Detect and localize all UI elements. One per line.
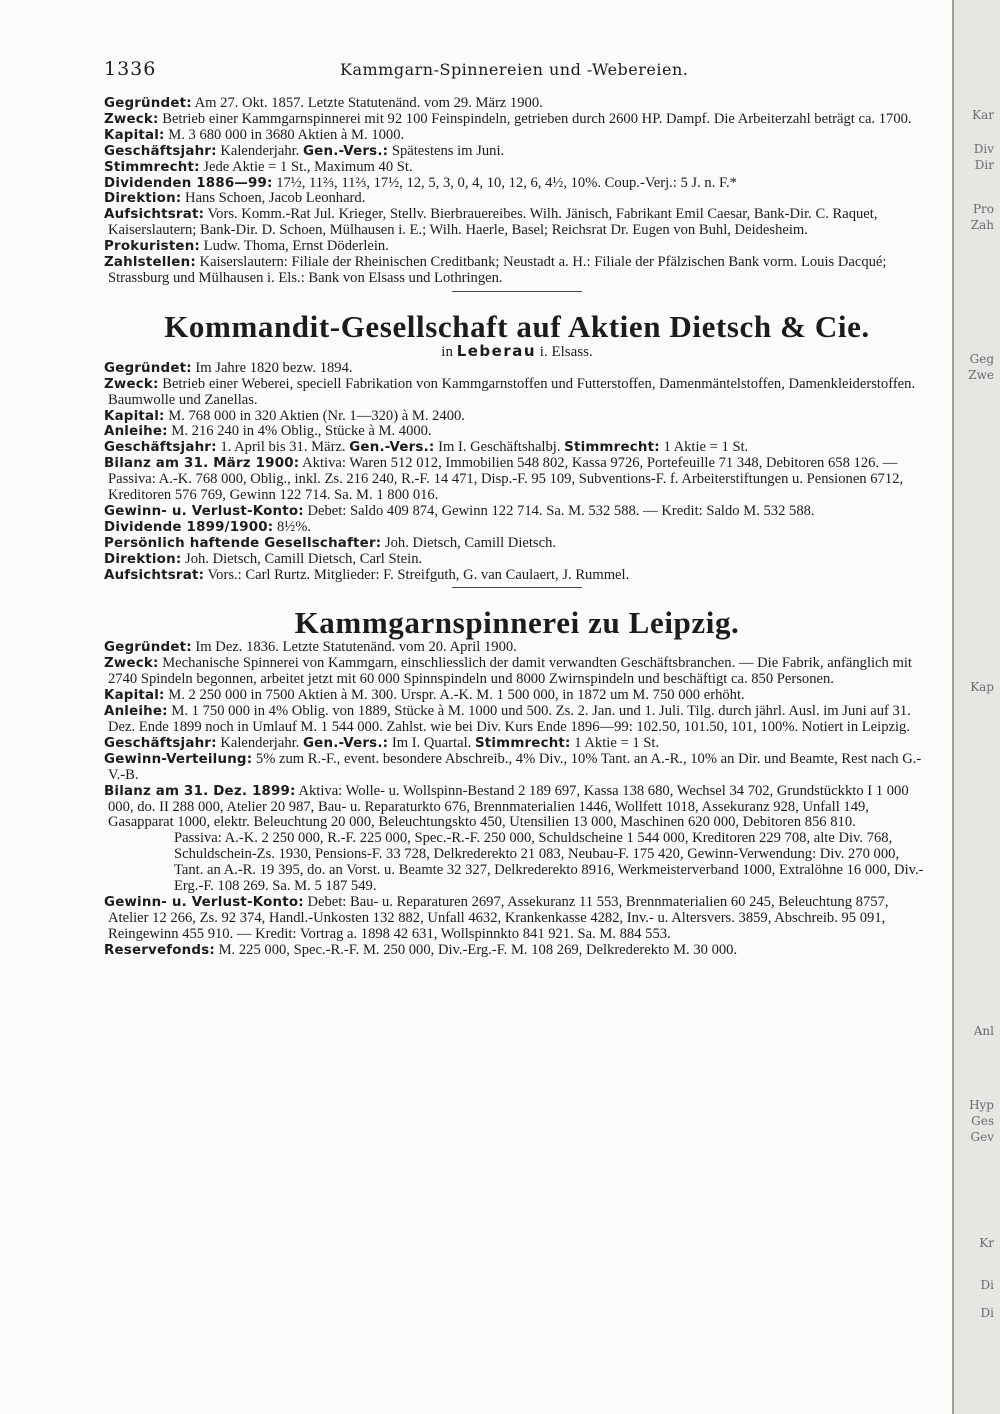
location-prefix: in — [441, 343, 457, 360]
entry-label: Stimmrecht: — [104, 159, 200, 175]
entry-label: Dividenden 1886—99: — [104, 175, 273, 191]
margin-fragment: Di — [980, 1278, 994, 1292]
entry-paragraph — [104, 640, 930, 656]
entry-text: Passiva: A.-K. 2 250 000, R.-F. 225 000, Spec.-R.-F. 250 000, Schuldscheine 1 544 000, Kreditoren 229 708, alte Div. 768, Schuldschein-Zs. 1930, Pensions-F. 33 728, Delkrederekto 21 083, Neubau-F. 175 420, Gewinn-Verwendung: Div. 270 000, Tant. an A.-R. 19 395, do. an Vorst. u. Beamte 32 327, Delkrederekto 8916, Werkmeisterverband 1000, Extralöhne 16 000, Div.-Erg.-F. 108 269. Sa. M. 5 187 549. — [174, 830, 924, 895]
entry-text: M. 1 750 000 in 4% Oblig. von 1889, Stücke à M. 1000 und 500. Zs. 2. Jan. und 1. Juli. Tilg. durch jährl. Ausl. im Juni auf 31. Dez. Ende 1899 noch in Umlauf M. 1 544 000. Zahlst. wie bei Div. Kurs Ende 1896—99: 102.50, 101.50, 101, 100%. Notiert in Leipzig. — [108, 703, 911, 735]
entry-text: Aktiva: Waren 512 012, Immobilien 548 802, Kassa 9726, Portefeuille 71 348, Debitoren 658 126. — Passiva: A.-K. 768 000, Oblig., inkl. Zs. 216 240, R.-F. 14 471, Disp.-F. 95 109, Subventions-F. f. Arbeiterstiftungen u. Pensionen 6712, Kreditoren 576 769, Gewinn 122 714. Sa. M. 1 800 016. — [108, 455, 904, 504]
entry-paragraph — [104, 456, 930, 504]
entry-label: Zahlstellen: — [104, 255, 196, 271]
entry-label: Kapital: — [104, 408, 165, 424]
entry-label: Aufsichtsrat: — [104, 207, 205, 223]
entry-label: Geschäftsjahr: — [104, 143, 217, 159]
entry-text: Vors. Komm.-Rat Jul. Krieger, Stellv. Bierbrauereibes. Wilh. Jänisch, Fabrikant Emil Caesar, Bank-Dir. C. Raquet, Kaiserslautern; Bank-Dir. D. Schoen, Mülhausen i. E.; Wilh. Haerle, Basel; Reichsrat Dr. Eugen von Buhl, Deidesheim. — [108, 206, 878, 239]
margin-fragment: Di — [980, 1306, 994, 1320]
entry-label: Reservefonds: — [104, 942, 215, 958]
entry-label: Gewinn-Verteilung: — [104, 751, 253, 767]
entry-label: Gewinn- u. Verlust-Konto: — [104, 894, 304, 910]
margin-fragment: Ges — [971, 1114, 994, 1128]
entry-label: Direktion: — [104, 191, 182, 207]
entry-paragraph — [104, 552, 930, 568]
entry-label: Anleihe: — [104, 424, 168, 440]
page-number: 1336 — [104, 58, 157, 80]
entry-text: Betrieb einer Weberei, speciell Fabrikation von Kammgarnstoffen und Futterstoffen, Damenmäntelstoffen, Damenkleiderstoffen. Baumwolle und Zanellas. — [108, 375, 916, 408]
entry-paragraph — [104, 895, 930, 943]
entry-paragraph — [104, 128, 930, 144]
entry-text: 1 Aktie = 1 St. — [659, 439, 749, 456]
margin-fragment: Zah — [970, 218, 994, 232]
entry-label: Geschäftsjahr: — [104, 440, 217, 456]
entry-paragraph — [104, 409, 930, 425]
entry-text: 8½%. — [273, 518, 312, 535]
running-title: Kammgarn-Spinnereien und -Webereien. — [340, 60, 689, 79]
entry-text: Aktiva: Wolle- u. Wollspinn-Bestand 2 189 697, Kassa 138 680, Wechsel 34 702, Grundstückkto I 1 000 000, do. II 288 000, Atelier 20 987, Bau- u. Reparaturkto 676, Brennmaterialien 1446, Wollfett 1018, Assekuranz 928, Unfall 149, Gasapparat 1000, elektr. Beleuchtung 20 000, Beleuchtungskto 450, Utensilien 13 000, Maschinen 620 000, Debitoren 856 810. — [108, 782, 909, 831]
entry-label: Zweck: — [104, 656, 159, 672]
entry-label: Kapital: — [104, 688, 165, 704]
company-title: Kommandit-Gesellschaft auf Aktien Dietsch & Cie. — [164, 308, 870, 344]
margin-fragment: Gev — [970, 1130, 994, 1144]
entry-paragraph — [104, 688, 930, 704]
entry-paragraph — [104, 943, 930, 959]
entry-text: Joh. Dietsch, Camill Dietsch. — [381, 534, 557, 551]
entry-paragraph — [104, 377, 930, 409]
margin-fragment: Kar — [972, 108, 994, 122]
entry-text: Ludw. Thoma, Ernst Döderlein. — [200, 238, 389, 255]
entry-label: Gegründet: — [104, 640, 192, 656]
entry-paragraph — [104, 160, 930, 176]
entry-text: M. 216 240 in 4% Oblig., Stücke à M. 4000. — [167, 423, 432, 440]
entry-text: Kalenderjahr. — [216, 734, 303, 751]
section-divider — [452, 587, 582, 588]
entry-label: Prokuristen: — [104, 239, 200, 255]
entry-label: Gen.-Vers.: — [302, 735, 389, 751]
entry-paragraph — [104, 176, 930, 192]
company-entry — [104, 96, 930, 292]
entry-text: M. 3 680 000 in 3680 Aktien à M. 1000. — [164, 126, 405, 143]
margin-fragment: Dir — [974, 158, 994, 172]
margin-fragment: Zwe — [968, 368, 994, 382]
entry-text: Hans Schoen, Jacob Leonhard. — [181, 190, 366, 207]
entry-text: Am 27. Okt. 1857. Letzte Statutenänd. vom 29. März 1900. — [191, 95, 543, 111]
company-title: Kammgarnspinnerei zu Leipzig. — [294, 605, 740, 641]
entry-label: Stimmrecht: — [564, 440, 660, 456]
entry-text: Debet: Saldo 409 874, Gewinn 122 714. Sa. M. 532 588. — Kredit: Saldo M. 532 588. — [303, 502, 815, 519]
entry-paragraph — [104, 504, 930, 520]
entry-label: Bilanz am 31. März 1900: — [104, 456, 300, 472]
entry-text: 17½, 11⅔, 11⅔, 17½, 12, 5, 3, 0, 4, 10, 12, 6, 4½, 10%. Coup.-Verj.: 5 J. n. F.* — [272, 174, 737, 191]
entry-label: Geschäftsjahr: — [104, 735, 217, 751]
entry-label: Gegründet: — [104, 96, 192, 111]
entry-text: Jede Aktie = 1 St., Maximum 40 St. — [199, 158, 413, 175]
entry-text: Spätestens im Juni. — [388, 142, 505, 159]
entry-text: Debet: Bau- u. Reparaturen 2697, Assekuranz 11 553, Brennmaterialien 60 245, Beleuchtung 8757, Atelier 12 266, Zs. 92 374, Handl.-Unkosten 132 882, Unfall 4632, Krankenkasse 4282, Inv.- u. Altersvers. 3859, Abschreib. 95 091, Reingewinn 455 910. — Kredit: Vortrag a. 1898 42 631, Wollspinnkto 841 921. Sa. M. 884 553. — [108, 893, 889, 942]
entry-text: M. 225 000, Spec.-R.-F. M. 250 000, Div.-Erg.-F. M. 108 269, Delkrederekto M. 30 000. — [214, 941, 738, 958]
entry-paragraph — [104, 191, 930, 207]
entry-label: Stimmrecht: — [474, 735, 571, 751]
location-name: Leberau — [456, 341, 537, 360]
entry-label: Dividende 1899/1900: — [104, 519, 274, 535]
entry-label: Zweck: — [104, 111, 159, 127]
entry-text: Joh. Dietsch, Camill Dietsch, Carl Stein. — [181, 550, 423, 567]
page-content — [104, 96, 930, 959]
entry-paragraph — [104, 96, 930, 112]
location-suffix: i. Elsass. — [536, 343, 593, 360]
company-entry — [104, 310, 930, 589]
adjacent-page-edge — [952, 0, 1000, 1414]
entry-text: Mechanische Spinnerei von Kammgarn, einschliesslich der damit verwandten Geschäftsbranchen. — Die Fabrik, anfänglich mit 2740 Spindeln begonnen, arbeitet jetzt mit 60 000 Spinnspindeln und 8000 Zwirnspindeln und beschäftigt ca. 850 Personen. — [108, 655, 912, 688]
margin-fragment: Anl — [973, 1024, 994, 1038]
entry-paragraph — [104, 424, 930, 440]
entry-paragraph — [104, 536, 930, 552]
entry-paragraph — [104, 112, 930, 128]
entry-label: Bilanz am 31. Dez. 1899: — [104, 783, 296, 799]
entry-label: Aufsichtsrat: — [104, 567, 205, 583]
entry-label: Persönlich haftende Gesellschafter: — [104, 535, 382, 551]
entry-paragraph — [104, 831, 930, 895]
entry-paragraph — [104, 656, 930, 688]
entry-paragraph — [104, 239, 930, 255]
entry-label: Zweck: — [104, 376, 159, 392]
entry-text: Im I. Quartal. — [388, 734, 475, 751]
margin-fragment: Geg — [969, 352, 994, 366]
entry-paragraph — [104, 144, 930, 160]
entry-text: M. 2 250 000 in 7500 Aktien à M. 300. Urspr. A.-K. M. 1 500 000, in 1872 um M. 750 000 erhöht. — [164, 687, 745, 704]
margin-fragment: Pro — [972, 202, 994, 216]
entry-text: Kalenderjahr. — [216, 142, 303, 159]
margin-fragment: Hyp — [969, 1098, 994, 1112]
entry-paragraph — [104, 752, 930, 784]
entry-label: Anleihe: — [104, 704, 168, 720]
entry-text: Im Jahre 1820 bezw. 1894. — [191, 359, 353, 376]
entry-label: Gen.-Vers.: — [302, 143, 389, 159]
entry-paragraph — [104, 440, 930, 456]
entry-label: Direktion: — [104, 551, 182, 567]
entry-text: Kaiserslautern: Filiale der Rheinischen Creditbank; Neustadt a. H.: Filiale der Pfälzischen Bank vorm. Louis Dacqué; Strassburg und Mülhausen i. Els.: Bank von Elsass und Lothringen. — [108, 254, 887, 286]
entry-paragraph — [104, 520, 930, 536]
entry-text: Im I. Geschäftshalbj. — [434, 439, 565, 456]
entry-paragraph — [104, 704, 930, 736]
entry-text: Vors.: Carl Rurtz. Mitglieder: F. Streifguth, G. van Caulaert, J. Rummel. — [204, 566, 630, 583]
section-divider — [452, 291, 582, 292]
entry-text: 5% zum R.-F., event. besondere Abschreib., 4% Div., 10% Tant. an A.-R., 10% an Dir. und Beamte, Rest nach G.-V.-B. — [108, 750, 922, 783]
entry-label: Gen.-Vers.: — [349, 440, 435, 456]
entry-text: 1 Aktie = 1 St. — [570, 734, 660, 751]
entry-text: Betrieb einer Kammgarnspinnerei mit 92 100 Feinspindeln, getrieben durch 2600 HP. Dampf. Die Arbeiterzahl beträgt ca. 1700. — [158, 110, 912, 127]
entry-text: M. 768 000 in 320 Aktien (Nr. 1—320) à M. 2400. — [164, 407, 465, 424]
entry-paragraph — [104, 784, 930, 832]
entry-text: 1. April bis 31. März. — [216, 439, 350, 456]
margin-fragment: Kap — [970, 680, 994, 694]
entry-paragraph — [104, 361, 930, 377]
entry-paragraph — [104, 255, 930, 287]
entry-paragraph — [104, 568, 930, 584]
entry-label: Gewinn- u. Verlust-Konto: — [104, 503, 304, 519]
entry-label: Kapital: — [104, 127, 165, 143]
company-location — [104, 341, 930, 361]
entry-paragraph — [104, 207, 930, 239]
margin-fragment: Kr — [979, 1236, 994, 1250]
entry-label: Gegründet: — [104, 360, 192, 376]
entry-text: Im Dez. 1836. Letzte Statutenänd. vom 20. April 1900. — [191, 639, 517, 656]
company-entry — [104, 606, 930, 958]
margin-fragment: Div — [973, 142, 994, 156]
entry-paragraph — [104, 736, 930, 752]
page-header — [104, 54, 930, 84]
